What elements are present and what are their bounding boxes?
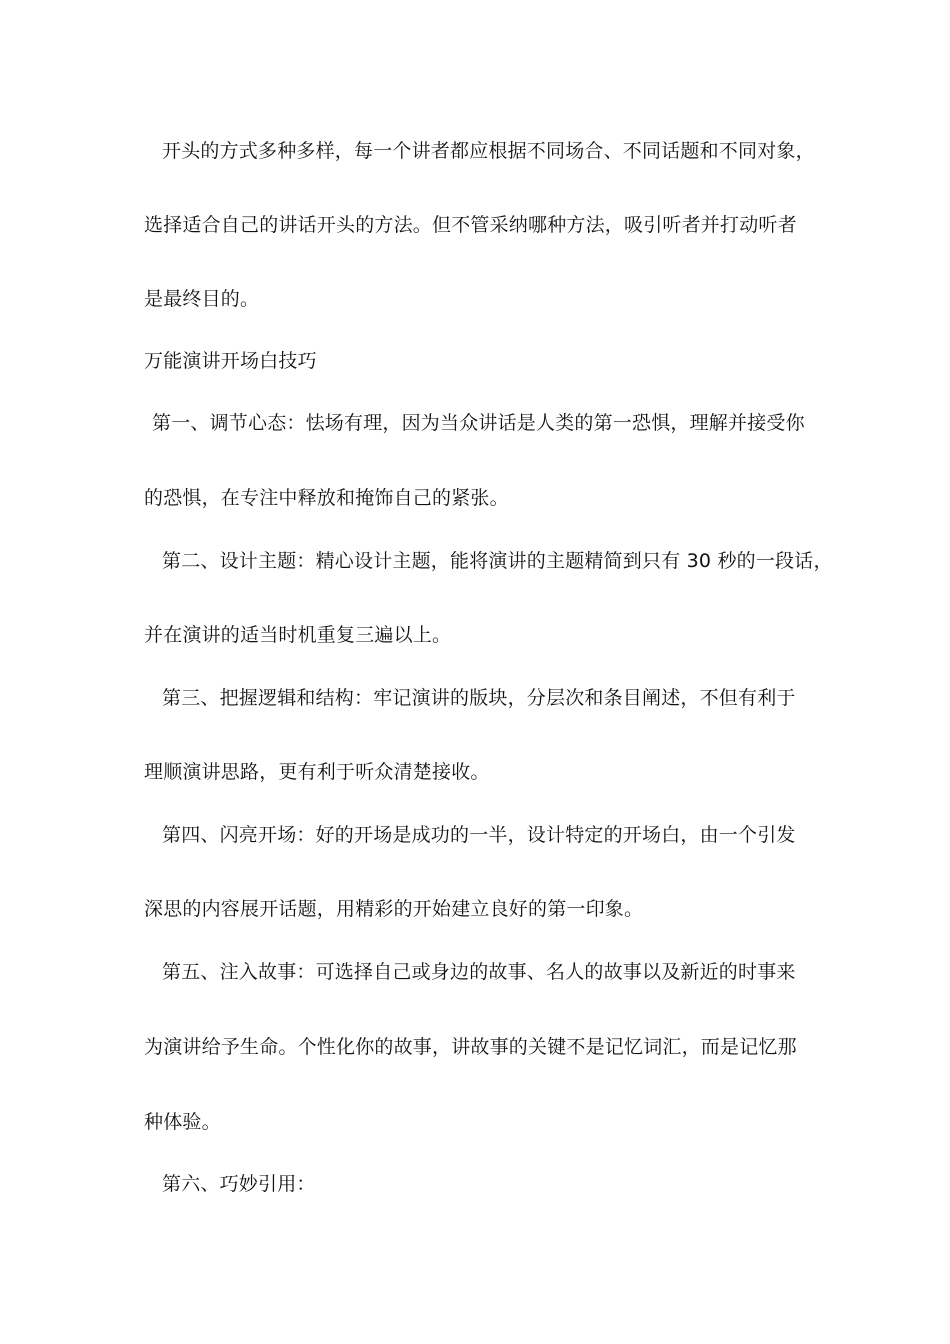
- tip-2-line-2: 并在演讲的适当时机重复三遍以上。: [144, 624, 452, 646]
- paragraph-intro-line-2: 选择适合自己的讲话开头的方法。但不管采纳哪种方法，吸引听者并打动听者: [144, 214, 797, 236]
- tip-3-line-1: 第三、把握逻辑和结构：牢记演讲的版块，分层次和条目阐述，不但有利于: [162, 687, 796, 709]
- tip-1-line-2: 的恐惧，在专注中释放和掩饰自己的紧张。: [144, 487, 509, 509]
- tip-6-line-1: 第六、巧妙引用：: [162, 1173, 316, 1195]
- tip-3-line-2: 理顺演讲思路，更有利于听众清楚接收。: [144, 761, 490, 783]
- tip-5-line-2: 为演讲给予生命。个性化你的故事，讲故事的关键不是记忆词汇，而是记忆那: [144, 1036, 797, 1058]
- tip-4-line-2: 深思的内容展开话题，用精彩的开始建立良好的第一印象。: [144, 898, 644, 920]
- paragraph-intro-line-3: 是最终目的。: [144, 288, 260, 310]
- section-heading: 万能演讲开场白技巧: [144, 350, 317, 372]
- tip-2-line-1: 第二、设计主题：精心设计主题，能将演讲的主题精简到只有 30 秒的一段话，: [162, 550, 833, 572]
- tip-1-line-1: 第一、调节心态：怯场有理，因为当众讲话是人类的第一恐惧，理解并接受你: [152, 412, 805, 434]
- tip-4-line-1: 第四、闪亮开场：好的开场是成功的一半，设计特定的开场白，由一个引发: [162, 824, 796, 846]
- tip-5-line-3: 种体验。: [144, 1111, 221, 1133]
- paragraph-intro-line-1: 开头的方式多种多样，每一个讲者都应根据不同场合、不同话题和不同对象，: [162, 140, 815, 162]
- tip-5-line-1: 第五、注入故事：可选择自己或身边的故事、名人的故事以及新近的时事来: [162, 961, 796, 983]
